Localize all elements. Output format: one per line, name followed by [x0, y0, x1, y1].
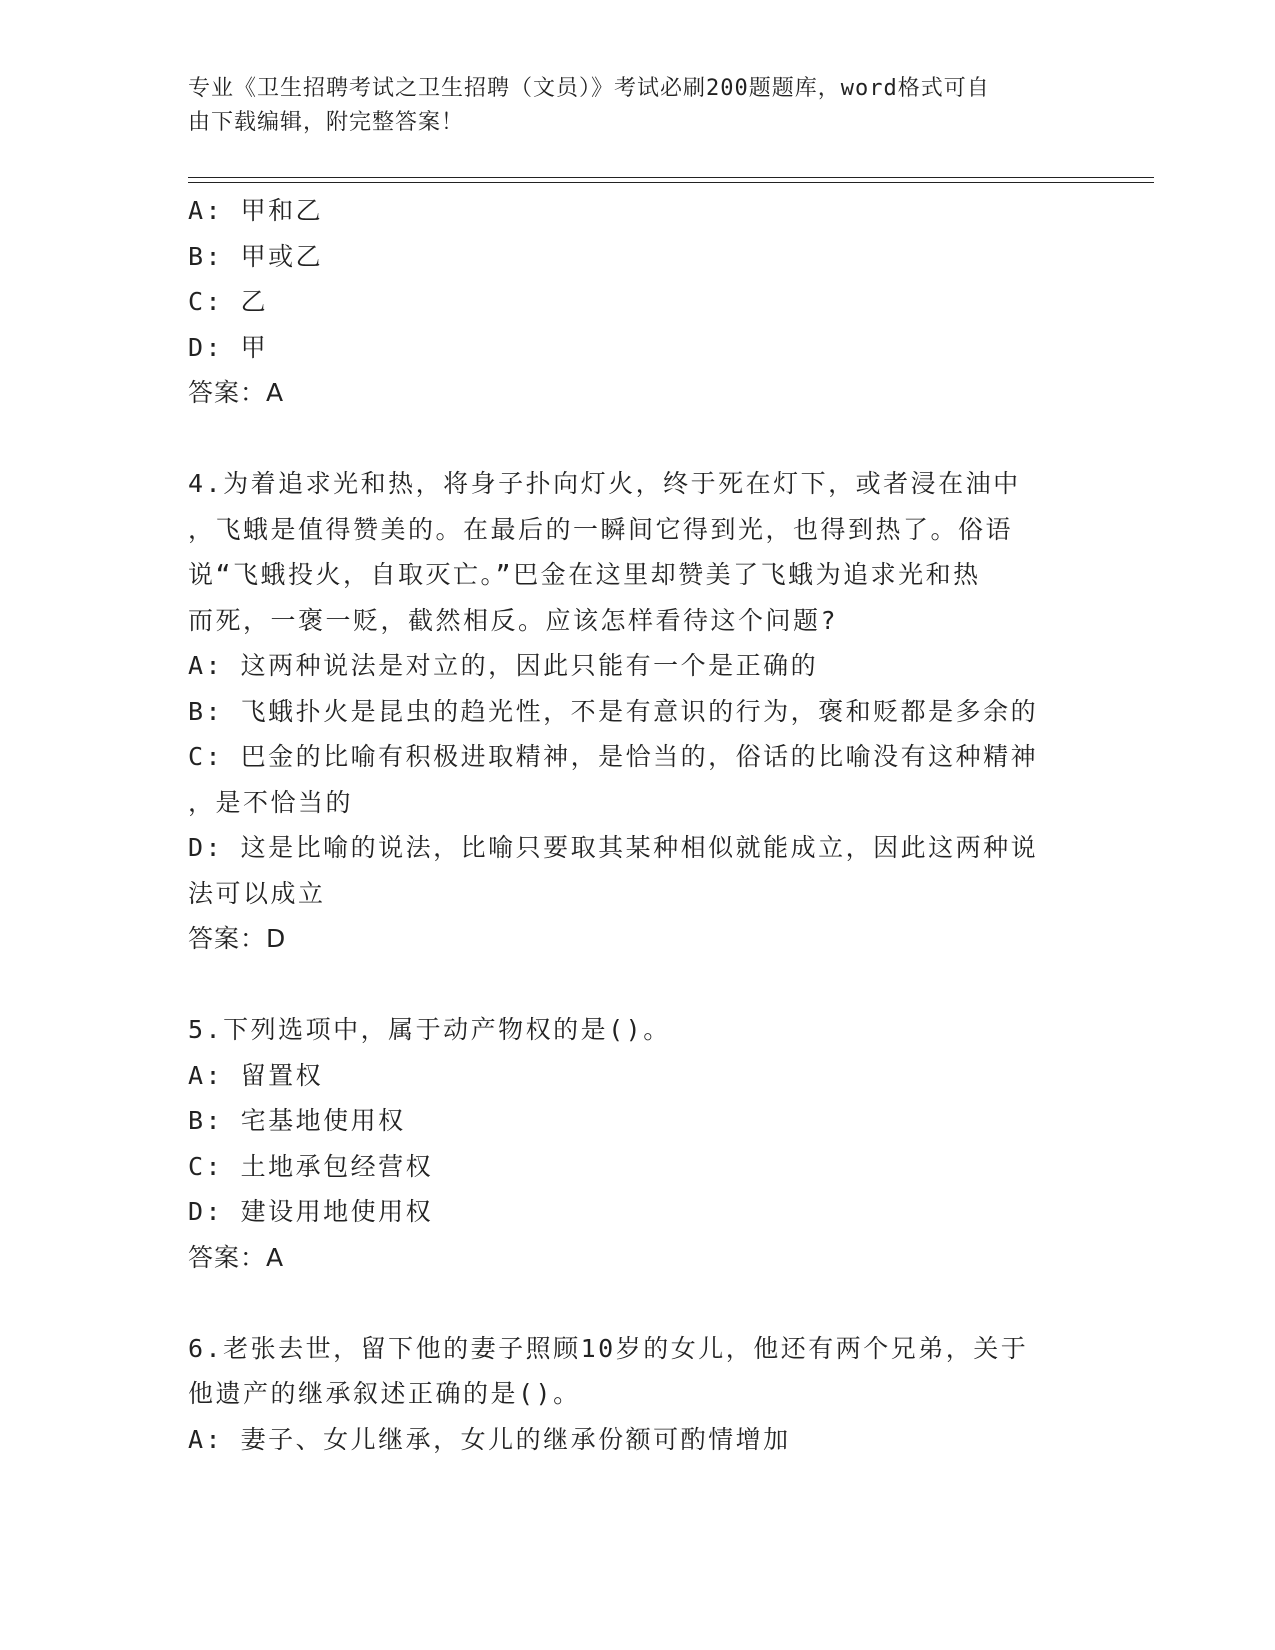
- answer: 答案：A: [188, 1242, 285, 1272]
- spacer: [188, 962, 1088, 1008]
- option-c: C: 土地承包经营权: [188, 1151, 434, 1181]
- option-c-continued: ，是不恰当的: [188, 787, 354, 817]
- header-line: 由下载编辑，附完整答案！: [188, 110, 465, 135]
- option-c: C: 乙: [188, 287, 269, 316]
- option-b: B: 飞蛾扑火是昆虫的趋光性，不是有意识的行为，褒和贬都是多余的: [188, 696, 1039, 726]
- option-b: B: 宅基地使用权: [188, 1106, 406, 1135]
- header-line: 专业《卫生招聘考试之卫生招聘（文员）》考试必刷200题题库，word格式可自: [188, 76, 990, 101]
- spacer: [188, 1280, 1088, 1326]
- document-header: [188, 72, 1088, 140]
- question-stem-line: 6.老张去世，留下他的妻子照顾10岁的女儿，他还有两个兄弟，关于: [188, 1333, 1029, 1363]
- question-stem-line: 说“飞蛾投火，自取灭亡。”巴金在这里却赞美了飞蛾为追求光和热: [188, 560, 981, 589]
- question-stem-line: 4.为着追求光和热，将身子扑向灯火，终于死在灯下，或者浸在油中: [188, 469, 1021, 498]
- question-3: [188, 188, 1088, 416]
- header-divider: [188, 177, 1154, 178]
- option-b: B: 甲或乙: [188, 241, 324, 271]
- question-6: [188, 1326, 1088, 1463]
- option-a: A: 留置权: [188, 1060, 324, 1090]
- option-d-continued: 法可以成立: [188, 878, 326, 908]
- option-c: C: 巴金的比喻有积极进取精神，是恰当的，俗话的比喻没有这种精神: [188, 742, 1039, 771]
- question-stem-line: ，飞蛾是值得赞美的。在最后的一瞬间它得到光，也得到热了。俗语: [188, 514, 1014, 544]
- question-4: [188, 461, 1088, 962]
- question-stem-line: 而死，一褒一贬，截然相反。应该怎样看待这个问题?: [188, 605, 839, 635]
- option-a: A: 这两种说法是对立的，因此只能有一个是正确的: [188, 651, 819, 680]
- option-d: D: 这是比喻的说法，比喻只要取其某种相似就能成立，因此这两种说: [188, 833, 1039, 862]
- answer: 答案：D: [188, 924, 287, 953]
- spacer: [188, 416, 1088, 462]
- option-d: D: 建设用地使用权: [188, 1197, 434, 1226]
- option-a: A: 甲和乙: [188, 196, 324, 225]
- question-5: [188, 1007, 1088, 1280]
- option-d: D: 甲: [188, 332, 269, 362]
- question-stem-line: 他遗产的继承叙述正确的是()。: [188, 1379, 581, 1408]
- answer: 答案：A: [188, 378, 285, 407]
- option-a: A: 妻子、女儿继承，女儿的继承份额可酌情增加: [188, 1424, 791, 1454]
- header-divider: [188, 182, 1154, 183]
- question-list: [188, 188, 1088, 1462]
- question-stem-line: 5.下列选项中，属于动产物权的是()。: [188, 1015, 671, 1044]
